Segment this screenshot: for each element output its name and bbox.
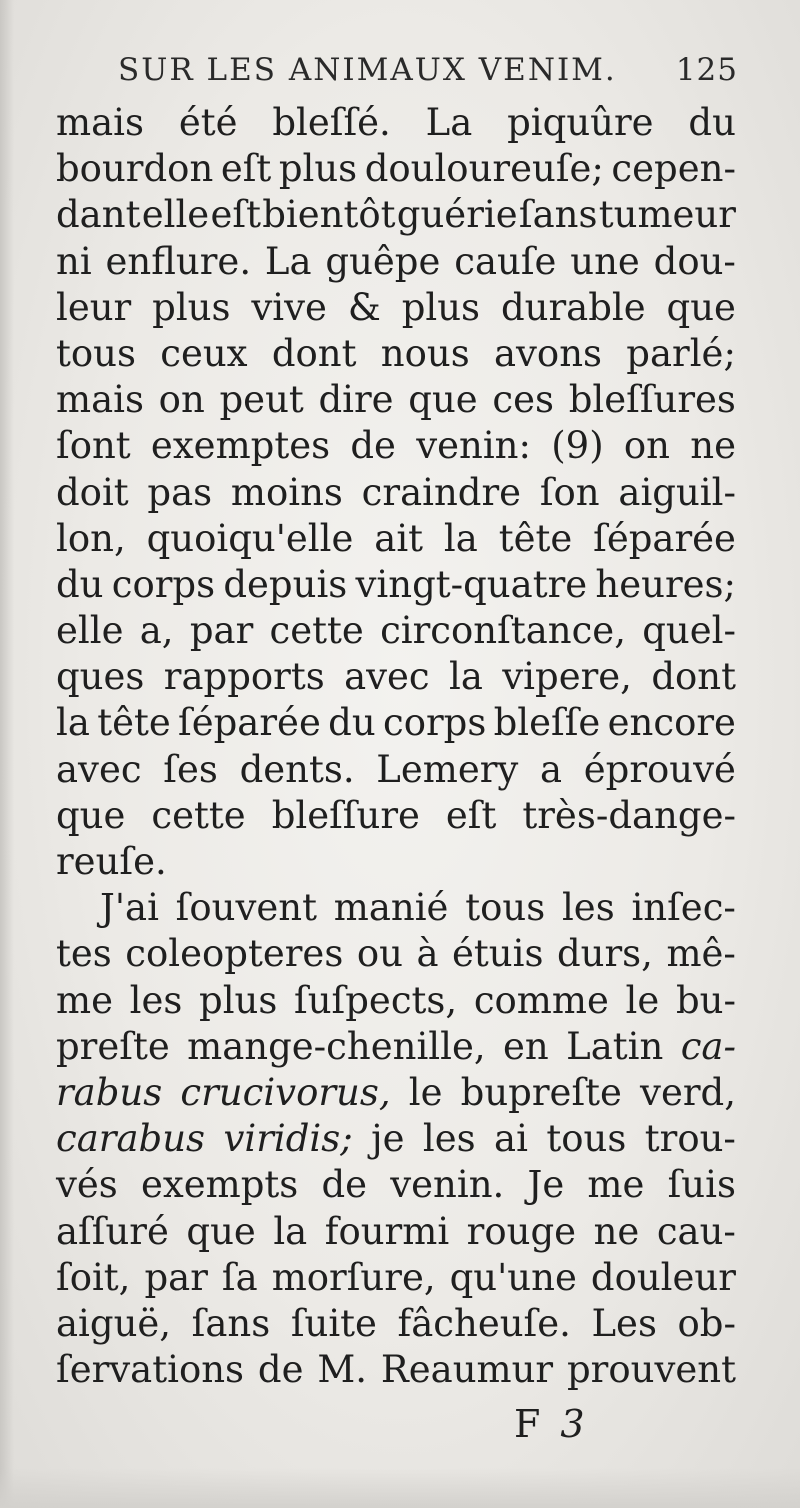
word: que <box>56 793 126 837</box>
word: rabus <box>56 1070 163 1114</box>
word: & <box>347 285 381 329</box>
word: venin: <box>416 424 531 468</box>
word: ques <box>56 655 145 699</box>
page-edge-shadow <box>0 0 14 1508</box>
word: mais <box>56 378 144 422</box>
word: ca- <box>680 1024 736 1068</box>
word: guêpe <box>325 239 441 283</box>
text-line <box>56 285 736 331</box>
word: corps <box>382 701 487 745</box>
word: ſéparée <box>593 516 736 560</box>
word: ſuſpects, <box>294 978 458 1022</box>
word: aſſuré <box>56 1209 169 1253</box>
running-head: SUR LES ANIMAUX VENIM. <box>118 52 617 88</box>
word: manié <box>333 886 449 930</box>
word: ait <box>374 516 424 560</box>
word: bupreſte <box>460 1070 622 1114</box>
word: ſes <box>163 747 218 791</box>
page-number: 125 <box>675 52 738 88</box>
word: tous <box>546 1117 627 1161</box>
text-line <box>56 516 736 562</box>
word: dont <box>271 331 357 375</box>
word: en <box>503 1024 549 1068</box>
text-line <box>56 1255 736 1301</box>
word: comme <box>473 978 609 1022</box>
word: inſec- <box>631 886 736 930</box>
word: bleſſure <box>271 793 420 837</box>
word: que <box>666 285 736 329</box>
word: le <box>408 1070 443 1114</box>
word: Lemery <box>376 747 519 791</box>
word: ſans <box>518 193 598 237</box>
word: ſervations <box>56 1348 245 1392</box>
text-line <box>56 1116 736 1162</box>
word: dou- <box>653 239 736 283</box>
word: douleur <box>590 1255 736 1299</box>
word: vive <box>251 285 327 329</box>
word: ni <box>56 239 92 283</box>
text-line <box>56 793 736 839</box>
word: depuis <box>223 562 348 606</box>
word: leur <box>56 285 132 329</box>
text-line <box>56 1024 736 1070</box>
word: eſt <box>445 793 497 837</box>
word: ob- <box>677 1301 736 1345</box>
word: je <box>371 1117 405 1161</box>
word: quel- <box>642 609 736 653</box>
word: on <box>158 378 205 422</box>
word: cauſe <box>454 239 557 283</box>
word: a, <box>139 609 174 653</box>
word: verd, <box>640 1070 736 1114</box>
word: été <box>178 101 238 144</box>
word: ceux <box>160 331 248 375</box>
word: ſéparée <box>178 701 321 745</box>
word: aiguë, <box>56 1301 172 1345</box>
word: peut <box>219 378 304 422</box>
word: La <box>425 101 473 144</box>
word: tous <box>56 331 136 375</box>
word: cepen- <box>611 147 736 191</box>
word: elle <box>56 609 124 653</box>
word: nous <box>380 331 470 375</box>
word: bourdon <box>56 147 214 191</box>
text-line <box>56 839 736 885</box>
word: ces <box>492 378 555 422</box>
word: qu'une <box>449 1255 577 1299</box>
word: craindre <box>361 470 522 514</box>
word: (9) <box>551 424 604 468</box>
word: de <box>257 1348 304 1392</box>
word: ſa <box>221 1255 258 1299</box>
text-line <box>56 978 736 1024</box>
text-line <box>56 1301 736 1347</box>
word: vipere, <box>502 655 632 699</box>
word: prouvent <box>566 1348 736 1392</box>
signature-number: 3 <box>560 1402 585 1446</box>
word: fourmi <box>324 1209 450 1253</box>
word: à <box>416 932 439 976</box>
word: plus <box>152 285 231 329</box>
word: viridis; <box>223 1117 353 1161</box>
text-line <box>56 562 736 608</box>
word: me <box>56 978 113 1022</box>
word: dents. <box>239 747 355 791</box>
word: eſt <box>210 193 261 237</box>
signature-letter: F <box>514 1402 541 1446</box>
word: vés <box>56 1163 118 1207</box>
word: preſte <box>56 1024 170 1068</box>
word: Je <box>527 1163 565 1207</box>
page-bottom-shadow <box>0 1468 800 1508</box>
word: du <box>328 701 376 745</box>
text-line <box>56 931 736 977</box>
text-line <box>56 423 736 469</box>
text-line <box>56 146 736 192</box>
word: ou <box>356 932 403 976</box>
word: pas <box>147 470 213 514</box>
word: bu- <box>675 978 736 1022</box>
word: exempts <box>140 1163 299 1207</box>
word: aiguil- <box>618 470 736 514</box>
word: une <box>570 239 640 283</box>
word: la <box>449 655 483 699</box>
text-line <box>56 700 736 746</box>
word: par <box>144 1255 208 1299</box>
word: me <box>587 1163 645 1207</box>
word: mais <box>56 101 144 144</box>
word: Les <box>591 1301 657 1345</box>
text-line <box>56 747 736 793</box>
word: dire <box>318 378 394 422</box>
word: éprouvé <box>583 747 736 791</box>
word: corps <box>111 562 216 606</box>
word: plus <box>278 147 358 191</box>
word: dant <box>56 193 141 237</box>
text-line <box>56 1347 736 1393</box>
word: tumeur <box>598 193 736 237</box>
word: bientôt <box>262 193 396 237</box>
word: bleſſe <box>493 701 601 745</box>
word: reuſe. <box>56 840 167 883</box>
text-line <box>56 608 736 654</box>
word: J'ai <box>100 886 159 930</box>
word: avec <box>344 655 430 699</box>
word: avec <box>56 747 142 791</box>
body-text <box>56 100 736 1393</box>
paragraph <box>56 885 736 1393</box>
text-line <box>56 885 736 931</box>
paragraph <box>56 100 736 885</box>
word: vingt-quatre <box>355 562 588 606</box>
word: quoiqu'elle <box>146 516 354 560</box>
word: durable <box>500 285 646 329</box>
printer-signature <box>514 1402 585 1446</box>
word: rapports <box>163 655 325 699</box>
word: guérie <box>396 193 518 237</box>
word: cette <box>151 793 246 837</box>
word: les <box>422 1117 476 1161</box>
word: dont <box>651 655 736 699</box>
word: ne <box>690 424 736 468</box>
text-line <box>56 654 736 700</box>
word: parlé; <box>626 331 736 375</box>
word: la <box>443 516 478 560</box>
word: a <box>540 747 563 791</box>
word: circonſtance, <box>380 609 626 653</box>
word: ſouvent <box>175 886 317 930</box>
word: la <box>56 701 90 745</box>
word: on <box>623 424 670 468</box>
word: carabus <box>56 1117 206 1161</box>
word: cau- <box>656 1209 736 1253</box>
word: rouge <box>466 1209 577 1253</box>
text-line <box>56 331 736 377</box>
word: que <box>408 378 478 422</box>
text-line <box>56 239 736 285</box>
word: doit <box>56 470 129 514</box>
word: ne <box>593 1209 640 1253</box>
word: ſans <box>191 1301 271 1345</box>
word: tête <box>97 701 171 745</box>
text-line <box>56 470 736 516</box>
word: exemptes <box>150 424 331 468</box>
word: avons <box>493 331 603 375</box>
word: ai <box>494 1117 528 1161</box>
word: de <box>350 424 396 468</box>
word: du <box>56 562 104 606</box>
word: ſoit, <box>56 1255 131 1299</box>
word: mange-chenille, <box>187 1024 486 1068</box>
word: ſont <box>56 424 131 468</box>
page-header <box>118 52 738 88</box>
word: plus <box>199 978 278 1022</box>
word: très-dange- <box>522 793 736 837</box>
word: la <box>273 1209 308 1253</box>
word: bleſſures <box>568 378 736 422</box>
word: moins <box>230 470 343 514</box>
word: que <box>186 1209 256 1253</box>
word: venin. <box>390 1163 505 1207</box>
word: enflure. <box>105 239 252 283</box>
word: tous <box>465 886 546 930</box>
word: elle <box>141 193 210 237</box>
text-line <box>56 377 736 423</box>
word: crucivorus, <box>180 1070 391 1114</box>
word: fâcheuſe. <box>397 1301 571 1345</box>
word: M. <box>317 1348 368 1392</box>
word: La <box>264 239 312 283</box>
word: ſon <box>539 470 600 514</box>
word: eſt <box>220 147 272 191</box>
word: durs, <box>556 932 653 976</box>
word: ſuis <box>667 1163 736 1207</box>
word: par <box>189 609 254 653</box>
word: trou- <box>644 1117 736 1161</box>
word: tes <box>56 932 112 976</box>
word: lon, <box>56 516 126 560</box>
text-line <box>56 1209 736 1255</box>
word: piquûre <box>507 101 654 144</box>
word: mê- <box>666 932 736 976</box>
word: étuis <box>452 932 544 976</box>
word: Latin <box>566 1024 664 1068</box>
word: Reaumur <box>380 1348 554 1392</box>
word: bleſſé. <box>272 101 391 144</box>
word: plus <box>401 285 481 329</box>
word: les <box>129 978 183 1022</box>
text-line <box>56 1162 736 1208</box>
text-line <box>56 1070 736 1116</box>
text-line <box>56 192 736 238</box>
word: ſuite <box>290 1301 377 1345</box>
word: du <box>688 101 736 144</box>
word: le <box>625 978 660 1022</box>
word: morſure, <box>271 1255 436 1299</box>
word: coleopteres <box>125 932 344 976</box>
word: douloureuſe; <box>364 147 604 191</box>
word: encore <box>607 701 736 745</box>
word: cette <box>269 609 364 653</box>
word: heures; <box>595 562 736 606</box>
text-line <box>56 100 736 146</box>
word: de <box>321 1163 368 1207</box>
word: les <box>561 886 615 930</box>
word: tête <box>498 516 573 560</box>
